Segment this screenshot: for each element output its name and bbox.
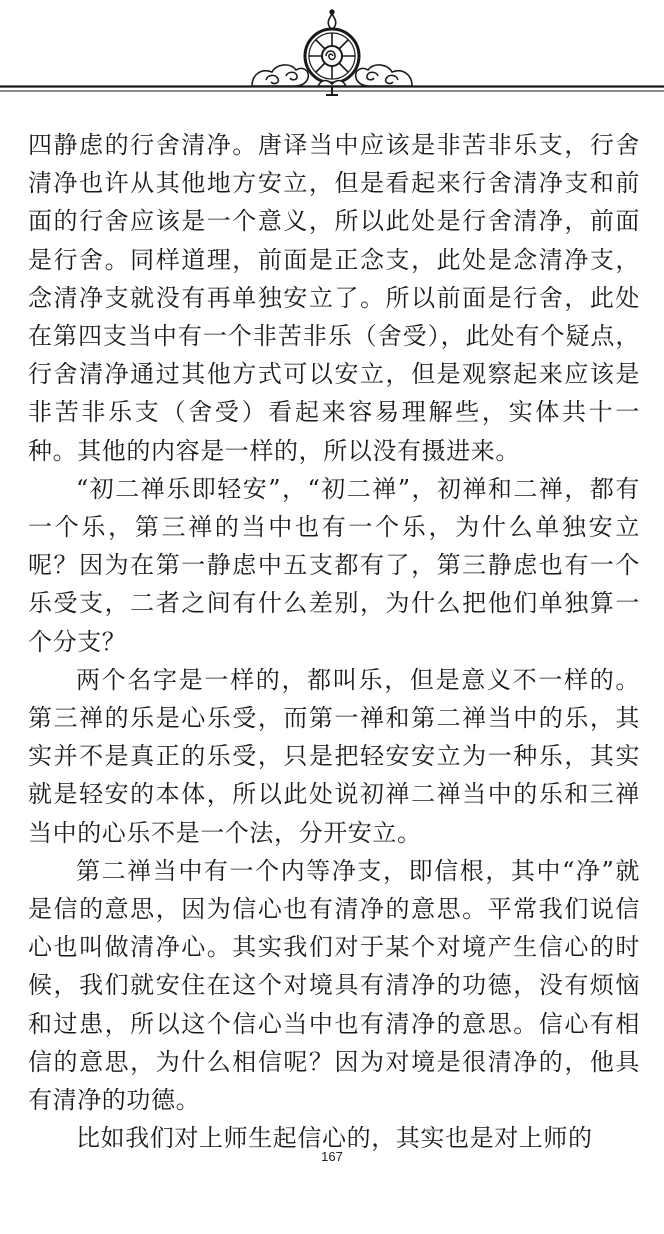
page-body bbox=[28, 126, 640, 1157]
paragraph-1: 四静虑的行舍清净。唐译当中应该是非苦非乐支，行舍清净也许从其他地方安立，但是看起来行舍清净支和前面的行舍应该是一个意义，所以此处是行舍清净，前面是行舍。同样道理，前面是正念支，此处是念清净支，念清净支就没有再单独安立了。所以前面是行舍，此处在第四支当中有一个非苦非乐（舍受），此处有个疑点，行舍清净通过其他方式可以安立，但是观察起来应该是非苦非乐支（舍受）看起来容易理解些，实体共十一种。其他的内容是一样的，所以没有摄进来。 bbox=[28, 131, 640, 465]
page-header bbox=[0, 0, 664, 110]
paragraph-3: 两个名字是一样的，都叫乐，但是意义不一样的。第三禅的乐是心乐受，而第一禅和第二禅当中的乐，其实并不是真正的乐受，只是把轻安安立为一种乐，其实就是轻安的本体，所以此处说初禅二禅当中的乐和三禅当中的心乐不是一个法，分开安立。 bbox=[28, 665, 640, 847]
cloud-scroll-right-icon bbox=[356, 65, 412, 86]
paragraph-4: 第二禅当中有一个内等净支，即信根，其中“净”就是信的意思，因为信心也有清净的意思。平常我们说信心也叫做清净心。其实我们对于某个对境产生信心的时候，我们就安住在这个对境具有清净的功德，没有烦恼和过患，所以这个信心当中也有清净的意思。信心有相信的意思，为什么相信呢？因为对境是很清净的，他具有清净的功德。 bbox=[28, 856, 640, 1115]
paragraph-2: “初二禅乐即轻安”，“初二禅”，初禅和二禅，都有一个乐，第三禅的当中也有一个乐，为什么单独安立呢？因为在第一静虑中五支都有了，第三静虑也有一个乐受支，二者之间有什么差别，为什么把他们单独算一个分支？ bbox=[28, 474, 640, 656]
page-number: 167 bbox=[321, 1149, 343, 1164]
cloud-scroll-left-icon bbox=[252, 65, 308, 86]
paragraph-5: 比如我们对上师生起信心的，其实也是对上师的 bbox=[76, 1124, 593, 1153]
dharma-wheel-icon bbox=[304, 10, 360, 95]
header-ornament bbox=[0, 0, 664, 110]
